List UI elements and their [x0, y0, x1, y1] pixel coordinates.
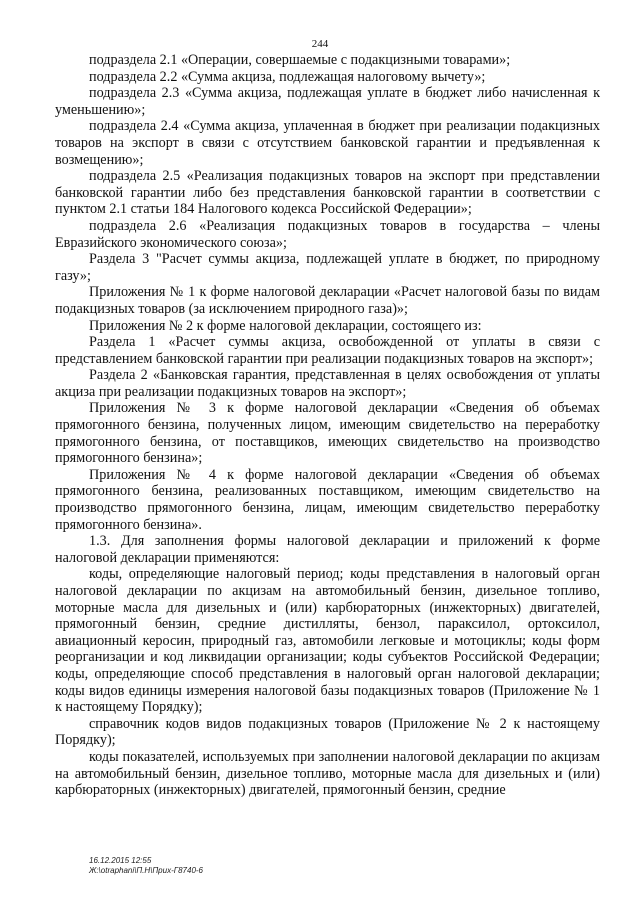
paragraph-appendix-4: Приложения № 4 к форме налоговой декларации «Сведения об объемах прямогонного бензина, реализованных поставщиком, имеющим свидетельство на производство прямогонного бензина, лицам, имеющим свидетельство переработку прямогонного бензина».: [55, 466, 600, 533]
paragraph-subsection-2-3: подраздела 2.3 «Сумма акциза, подлежащая уплате в бюджет либо начисленная к уменьшению»;: [55, 85, 600, 118]
paragraph-subsection-2-5: подраздела 2.5 «Реализация подакцизных товаров на экспорт при представлении банковской гарантии либо без представления банковской гарантии в соответствии с пунктом 2.1 статьи 184 Налогового кодекса Российской Федерации»;: [55, 168, 600, 218]
footer-file-path: Ж:\otraphani\П.Н\Приx-Г8740-6: [89, 866, 204, 875]
document-body: [55, 52, 600, 799]
paragraph-codes-indicators: коды показателей, используемых при заполнении налоговой декларации по акцизам на автомобильный бензин, дизельное топливо, моторные масла для дизельных и (или) карбюраторных (инжекторных) двигателей, прямогонный бензин, средние: [55, 748, 600, 799]
paragraph-appendix-2-section-1: Раздела 1 «Расчет суммы акциза, освобожденной от уплаты в связи с представлением банковской гарантии при реализации подакцизных товаров на экспорт»;: [55, 334, 600, 367]
footer-timestamp: 16.12.2015 12:55: [89, 856, 152, 865]
page-number: 244: [311, 38, 329, 50]
paragraph-appendix-1: Приложения № 1 к форме налоговой декларации «Расчет налоговой базы по видам подакцизных товаров (за исключением природного газа)»;: [55, 284, 600, 317]
document-footer: [89, 856, 203, 876]
paragraph-codes-period: коды, определяющие налоговый период; коды представления в налоговый орган налоговой декларации по акцизам на автомобильный бензин, дизельное топливо, моторные масла для дизельных и (или) карбюраторных (инжекторных) двигателей, прямогонный бензин, средние дистилляты, бензол, параксилол, ортоксилол, авиационный керосин, природный газ, автомобили легковые и мотоциклы; коды форм реорганизации и код ликвидации организации; коды субъектов Российской Федерации; коды, определяющие способ представления в налоговый орган налоговой декларации; коды видов единицы измерения налоговой базы подакцизных товаров (Приложение № 1 к настоящему Порядку);: [55, 566, 600, 716]
paragraph-subsection-2-1: подраздела 2.1 «Операции, совершаемые с подакцизными товарами»;: [89, 52, 511, 68]
paragraph-codes-reference: справочник кодов видов подакцизных товаров (Приложение № 2 к настоящему Порядку);: [55, 715, 600, 749]
paragraph-appendix-2-section-2: Раздела 2 «Банковская гарантия, представленная в целях освобождения от уплаты акциза при реализации подакцизных товаров на экспорт»;: [55, 367, 600, 400]
paragraph-subsection-2-4: подраздела 2.4 «Сумма акциза, уплаченная в бюджет при реализации подакцизных товаров на экспорт в связи с отсутствием банковской гарантии и предъявленная к возмещению»;: [55, 118, 600, 168]
paragraph-subsection-2-6: подраздела 2.6 «Реализация подакцизных товаров в государства – члены Евразийского экономического союза»;: [55, 217, 600, 251]
paragraph-1-3: 1.3. Для заполнения формы налоговой декларации и приложений к форме налоговой декларации применяются:: [55, 533, 600, 566]
paragraph-section-3: Раздела 3 "Расчет суммы акциза, подлежащей уплате в бюджет, по природному газу»;: [55, 251, 600, 284]
paragraph-appendix-3: Приложения № 3 к форме налоговой декларации «Сведения об объемах прямогонного бензина, полученных лицом, имеющим свидетельство на переработку прямогонного бензина, от поставщиков, имеющих свидетельство на производство прямогонного бензина»;: [55, 400, 600, 467]
paragraph-subsection-2-2: подраздела 2.2 «Сумма акциза, подлежащая налоговому вычету»;: [89, 68, 486, 85]
paragraph-appendix-2: Приложения № 2 к форме налоговой декларации, состоящего из:: [89, 317, 482, 334]
